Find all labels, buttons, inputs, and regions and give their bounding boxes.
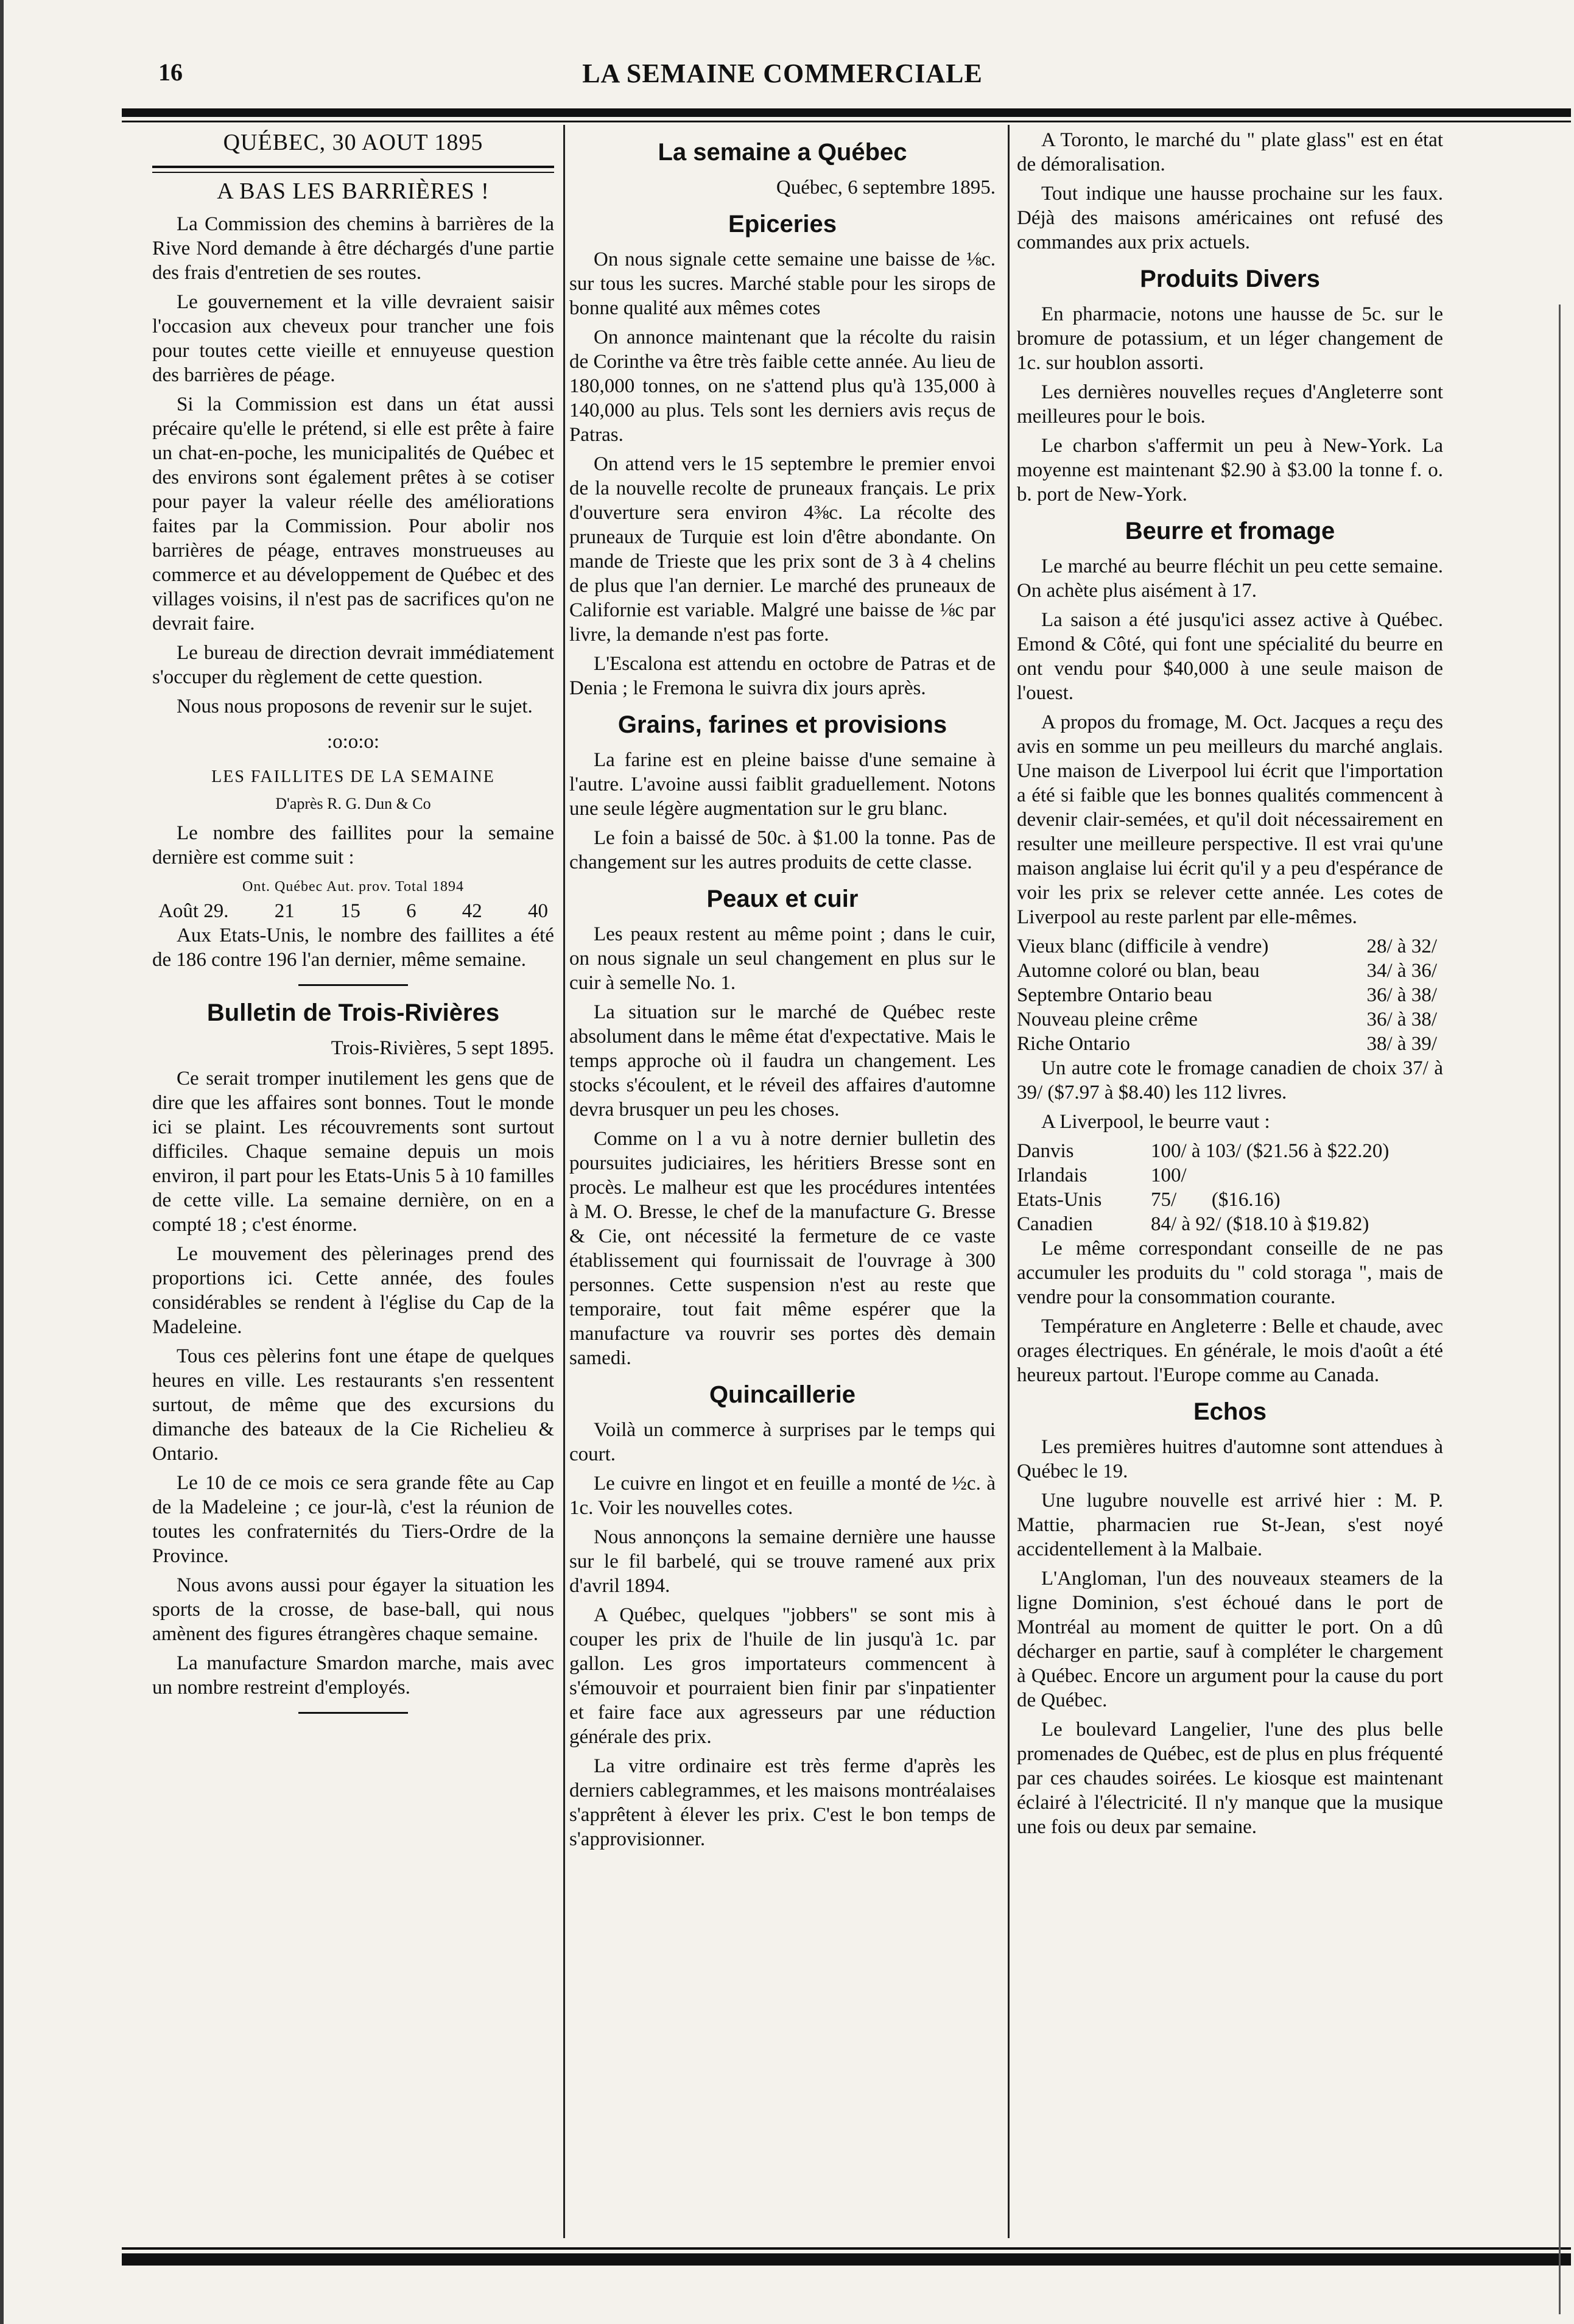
quote-row: [1017, 934, 1443, 959]
paragraph: Le gouvernement et la ville devraient saisir l'occasion aux cheveux pour trancher une fois pour toutes cette vieille et ennuyeuse question des barrières de péage.: [152, 291, 554, 386]
stats-cell: 21: [274, 900, 295, 922]
paragraph: Le marché au beurre fléchit un peu cette semaine. On achète plus aisément à 17.: [1017, 555, 1443, 602]
paragraph: La farine est en pleine baisse d'une semaine à l'autre. L'avoine aussi faiblit graduellement. Notons une seule légère augmentation sur le gru blanc.: [569, 749, 996, 820]
section-title: Produits Divers: [1140, 266, 1320, 292]
paragraph: Nous annonçons la semaine dernière une hausse sur le fil barbelé, qui se trouve ramené aux prix d'avril 1894.: [569, 1526, 996, 1597]
paragraph: La manufacture Smardon marche, mais avec un nombre restreint d'employés.: [152, 1652, 554, 1699]
paragraph: La Commission des chemins à barrières de la Rive Nord demande à être déchargés d'une partie des frais d'entretien de ses routes.: [152, 213, 554, 284]
section-title: Peaux et cuir: [706, 886, 859, 912]
quote-label: Nouveau pleine crême: [1017, 1009, 1198, 1030]
quote-row: [1017, 959, 1443, 983]
quote-price: 36/ à 38/: [1366, 1009, 1437, 1030]
quote-row: [1017, 983, 1443, 1007]
section-title: Beurre et fromage: [1125, 518, 1335, 544]
paragraph: La situation sur le marché de Québec reste absolument dans le même état d'expectative. Mais le temps approche où il faudra un changement. Les stocks s'écoulent, et le réveil des affaires d'automne devra brusquer un peu les choses.: [569, 1001, 996, 1121]
quote-row: [1017, 1212, 1443, 1236]
scan-edge: [1559, 305, 1561, 2314]
quote-price: 34/ à 36/: [1366, 960, 1437, 982]
paragraph: Température en Angleterre : Belle et chaude, avec orages électriques. En générale, le mois d'août a été heureux partout. l'Europe comme au Canada.: [1017, 1315, 1443, 1386]
paragraph: On annonce maintenant que la récolte du raisin de Corinthe va être très faible cette année. Au lieu de 180,000 tonnes, on ne s'attend plus qu'à 135,000 à 140,000 au plus. Tels sont les derniers avis reçus de Patras.: [569, 326, 996, 446]
paragraph: Le même correspondant conseille de ne pas accumuler les produits du " cold storaga ", mais de vendre pour la consommation courante.: [1017, 1238, 1443, 1308]
quote-price: 75/ ($16.16): [1151, 1189, 1281, 1211]
paragraph: Tous ces pèlerins font une étape de quelques heures en ville. Les restaurants s'en ressentent surtout, de même que des excursions du dimanche des bateaux de la Cie Richelieu & Ontario.: [152, 1345, 554, 1465]
paragraph: Aux Etats-Unis, le nombre des faillites a été de 186 contre 196 l'an dernier, même semaine.: [152, 924, 554, 971]
footer-rule: [122, 2253, 1571, 2266]
column-divider: [1008, 125, 1010, 2238]
paragraph: Le foin a baissé de 50c. à $1.00 la tonne. Pas de changement sur les autres produits de cette classe.: [569, 827, 996, 873]
paragraph: Les peaux restent au même point ; dans le cuir, on nous signale un seul changement en plus sur le cuir à semelle No. 1.: [569, 923, 996, 994]
journal-title: LA SEMAINE COMMERCIALE: [582, 58, 983, 88]
stats-cell: 42: [462, 900, 482, 922]
separator: [298, 1712, 408, 1714]
stats-cell: 15: [340, 900, 360, 922]
quote-label: Vieux blanc (difficile à vendre): [1017, 935, 1269, 957]
quote-label: Canadien: [1017, 1213, 1093, 1235]
paragraph: A Québec, quelques "jobbers" se sont mis à couper les prix de l'huile de lin jusqu'à 1c. par gallon. Les gros importateurs commencent à s'émouvoir et pourraient bien finir par s'inpatienter et faire face aux agresseurs par une réduction générale des prix.: [569, 1604, 996, 1748]
paragraph: Un autre cote le fromage canadien de choix 37/ à 39/ ($7.97 à $8.40) les 112 livres.: [1017, 1057, 1443, 1104]
paragraph: Nous avons aussi pour égayer la situation les sports de la crosse, de base-ball, qui nous amènent des figures étrangères chaque semaine.: [152, 1574, 554, 1645]
separator: [298, 984, 408, 986]
quote-row: [1017, 1188, 1443, 1212]
paragraph: A Liverpool, le beurre vaut :: [1041, 1111, 1270, 1133]
section-title: Bulletin de Trois-Rivières: [206, 999, 500, 1026]
quote-row: [1017, 1163, 1443, 1188]
paragraph: Comme on l a vu à notre dernier bulletin des poursuites judiciaires, les héritiers Bresse sont en procès. Le malheur est que les procédures intentées à M. O. Bresse, le chef de la manufacture G. Bresse & Cie, ont nécessité la fermeture de ce vaste établissement qui fournissait de l'ouvrage à 300 personnes. Cette suspension n'est au reste que temporaire, tout fait même espérer que la manufacture va rouvrir ses portes dès demain samedi.: [569, 1128, 996, 1369]
quote-label: Etats-Unis: [1017, 1189, 1102, 1211]
dateline: Trois-Rivières, 5 sept 1895.: [331, 1037, 554, 1059]
section-title: LES FAILLITES DE LA SEMAINE: [211, 767, 495, 786]
paragraph: Le bureau de direction devrait immédiatement s'occuper du règlement de cette question.: [152, 642, 554, 688]
quote-row: [1017, 1007, 1443, 1032]
section-title: Quincaillerie: [709, 1381, 856, 1408]
article-title: A BAS LES BARRIÈRES !: [217, 178, 490, 204]
divider: [152, 172, 554, 173]
source-line: D'après R. G. Dun & Co: [275, 795, 431, 812]
footer-rule-thin: [122, 2247, 1571, 2250]
paragraph: Le boulevard Langelier, l'une des plus belle promenades de Québec, est de plus en plus fréquenté par ces chaudes soirées. Le kiosque est maintenant éclairé à l'électricité. Il n'y manque que la musique une fois ou deux par semaine.: [1017, 1719, 1443, 1838]
paragraph: Le 10 de ce mois ce sera grande fête au Cap de la Madeleine ; ce jour-là, c'est la réunion de toutes les confraternités du Tiers-Ordre de la Province.: [152, 1472, 554, 1567]
dateline: QUÉBEC, 30 AOUT 1895: [223, 130, 483, 155]
quote-label: Irlandais: [1017, 1164, 1087, 1186]
paragraph: Le charbon s'affermit un peu à New-York. La moyenne est maintenant $2.90 à $3.00 la tonne f. o. b. port de New-York.: [1017, 435, 1443, 505]
column-1: [152, 128, 554, 2235]
column-2: [569, 128, 996, 2235]
header-rule: [122, 108, 1571, 117]
cheese-quotes: [1017, 934, 1443, 1056]
paragraph: Nous nous proposons de revenir sur le sujet.: [177, 695, 533, 717]
scan-edge: [0, 0, 4, 2324]
paragraph: Ce serait tromper inutilement les gens que de dire que les affaires sont bonnes. Tout le monde ici se plaint. Les récouvrements sont surtout difficiles. Chaque semaine depuis un mois environ, il part pour les Etats-Unis 5 à 10 familles de cette ville. La semaine dernière, on en a compté 18 ; c'est énorme.: [152, 1068, 554, 1236]
quote-label: Automne coloré ou blan, beau: [1017, 960, 1260, 982]
paragraph: A propos du fromage, M. Oct. Jacques a reçu des avis en somme un peu meilleurs du marché anglais. Une maison de Liverpool lui écrit que l'importation a été si faible que les bonnes qualités commencent à devenir clair-semées, et qu'il doit nécessairement en resulter une meilleure perspective. Il est vrai qu'une maison anglaise lui écrit qu'il y a peu d'espérance de voir les prix se relever cette année. Les cotes de Liverpool au reste parlent par elle-mêmes.: [1017, 711, 1443, 928]
paragraph: En pharmacie, notons une hausse de 5c. sur le bromure de potassium, et un léger changement de 1c. sur houblon assorti.: [1017, 303, 1443, 374]
quote-row: [1017, 1032, 1443, 1056]
stats-cell: 6: [406, 900, 416, 922]
paragraph: On nous signale cette semaine une baisse de ⅛c. sur tous les sucres. Marché stable pour les sirops de bonne qualité aux mêmes cotes: [569, 248, 996, 319]
separator: :o:o:o:: [326, 731, 380, 753]
paragraph: Les premières huitres d'automne sont attendues à Québec le 19.: [1017, 1436, 1443, 1482]
quote-label: Septembre Ontario beau: [1017, 984, 1212, 1006]
quote-price: 100/ à 103/ ($21.56 à $22.20): [1151, 1140, 1390, 1162]
stats-cell: Août 29.: [158, 900, 229, 922]
paragraph: Une lugubre nouvelle est arrivé hier : M. P. Mattie, pharmacien rue St-Jean, s'est noyé accidentellement à la Malbaie.: [1017, 1490, 1443, 1560]
section-title: Grains, farines et provisions: [617, 711, 947, 738]
paragraph: Le nombre des faillites pour la semaine dernière est comme suit :: [152, 822, 554, 868]
quote-price: 36/ à 38/: [1366, 984, 1437, 1006]
quote-label: Danvis: [1017, 1140, 1074, 1162]
divider: [152, 166, 554, 168]
section-title: Echos: [1193, 1398, 1267, 1425]
paragraph: Le mouvement des pèlerinages prend des proportions ici. Cette année, des foules considérables se rendent à l'église du Cap de la Madeleine.: [152, 1243, 554, 1338]
quote-label: Riche Ontario: [1017, 1033, 1131, 1055]
stats-header: Ont. Québec Aut. prov. Total 1894: [242, 879, 464, 895]
paragraph: Si la Commission est dans un état aussi précaire qu'elle le prétend, si elle est prête à faire un chat-en-poche, les municipalités de Québec et des environs sont également prêtes à se cotiser pour payer la valeur réelle des améliorations faites par la Commission. Pour abolir nos barrières de péage, entraves monstrueuses au commerce et au développement de Québec et des villages voisins, il n'est pas de sacrifices qu'on ne devrait faire.: [152, 393, 554, 635]
stats-cell: 40: [527, 900, 548, 922]
header-rule-thin: [122, 121, 1571, 122]
quote-price: 100/: [1151, 1164, 1187, 1186]
page-number: 16: [158, 58, 183, 86]
column-divider: [563, 125, 565, 2238]
paragraph: Voilà un commerce à surprises par le temps qui court.: [569, 1419, 996, 1465]
quote-price: 28/ à 32/: [1366, 935, 1437, 957]
section-title: Epiceries: [728, 211, 837, 238]
paragraph: La vitre ordinaire est très ferme d'après les derniers cablegrammes, et les maisons montréalaises s'apprêtent à élever les prix. C'est le bon temps de s'approvisionner.: [569, 1755, 996, 1850]
paragraph: L'Angloman, l'un des nouveaux steamers de la ligne Dominion, s'est échoué dans le port de Montréal au moment de quitter le port. On a dû décharger en partie, sauf à compléter le chargement à Québec. Encore un argument pour la cause du port de Québec.: [1017, 1568, 1443, 1711]
paragraph: Le cuivre en lingot et en feuille a monté de ½c. à 1c. Voir les nouvelles cotes.: [569, 1473, 996, 1519]
page-header: [122, 58, 1443, 94]
column-3: [1017, 128, 1443, 2235]
quote-row: [1017, 1139, 1443, 1163]
paragraph: A Toronto, le marché du " plate glass" est en état de démoralisation.: [1017, 129, 1443, 175]
quote-price: 84/ à 92/ ($18.10 à $19.82): [1151, 1213, 1369, 1235]
paragraph: La saison a été jusqu'ici assez active à Québec. Emond & Côté, qui font une spécialité du beurre en ont vendu pour $40,000 à une seule maison de l'ouest.: [1017, 609, 1443, 704]
paragraph: On attend vers le 15 septembre le premier envoi de la nouvelle recolte de pruneaux français. Le prix d'ouverture sera environ 4⅜c. La récolte des pruneaux de Turquie est loin d'être abondante. On mande de Trieste que les prix sont de 3 à 4 chelins de plus que l'an dernier. Le marché des pruneaux de Californie est variable. Malgré une baisse de ⅛c par livre, la demande n'est pas forte.: [569, 453, 996, 646]
stats-row: [152, 899, 554, 923]
paragraph: L'Escalona est attendu en octobre de Patras et de Denia ; le Fremona le suivra dix jours après.: [569, 653, 996, 699]
section-title: La semaine a Québec: [658, 139, 907, 166]
paragraph: Tout indique une hausse prochaine sur les faux. Déjà des maisons américaines ont refusé des commandes aux prix actuels.: [1017, 183, 1443, 253]
dateline: Québec, 6 septembre 1895.: [776, 177, 996, 199]
paragraph: Les dernières nouvelles reçues d'Angleterre sont meilleures pour le bois.: [1017, 381, 1443, 428]
quote-price: 38/ à 39/: [1366, 1033, 1437, 1055]
butter-quotes: [1017, 1139, 1443, 1236]
